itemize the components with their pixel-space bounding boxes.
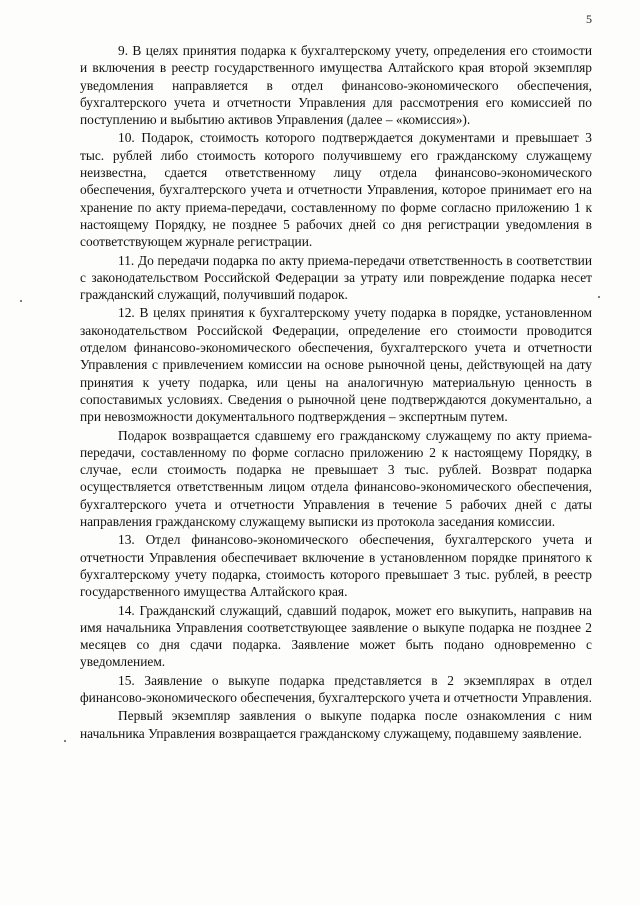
scan-speck <box>64 740 66 742</box>
paragraph-11: 11. До передачи подарка по акту приема-передачи ответственность в соответствии с законодательством Российской Федерации за утрату или повреждение подарка несет гражданский служащий, получивший подарок. <box>80 252 592 303</box>
paragraph-12: 12. В целях принятия к бухгалтерскому учету подарка в порядке, установленном законодательством Российской Федерации, определение его стоимости проводится отделом финансово-экономического обеспечения, бухгалтерского учета и отчетности Управления с привлечением комиссии на основе рыночной цены, действующей на дату принятия к учету подарка, или цены на аналогичную материальную ценность в сопоставимых условиях. Сведения о рыночной цене подтверждаются документально, а при невозможности документального подтверждения – экспертным путем. <box>80 305 592 425</box>
paragraph-10: 10. Подарок, стоимость которого подтверждается документами и превышает 3 тыс. рублей либо стоимость которого получившему его гражданскому служащему неизвестна, сдается ответственному лицу отдела финансово-экономического обеспечения, бухгалтерского учета и отчетности Управления, которое принимает его на хранение по акту приема-передачи, составленному по форме согласно приложению 1 к настоящему Порядку, не позднее 5 рабочих дней со дня регистрации уведомления в соответствующем журнале регистрации. <box>80 130 592 250</box>
document-body <box>80 42 592 742</box>
paragraph-9: 9. В целях принятия подарка к бухгалтерскому учету, определения его стоимости и включения в реестр государственного имущества Алтайского края второй экземпляр уведомления направляется в отдел финансово-экономического обеспечения, бухгалтерского учета и отчетности Управления для рассмотрения его комиссией по поступлению и выбытию активов Управления (далее – «комиссия»). <box>80 43 592 128</box>
paragraph-14: 14. Гражданский служащий, сдавший подарок, может его выкупить, направив на имя начальника Управления соответствующее заявление о выкупе подарка не позднее 2 месяцев со дня сдачи подарка. Заявление может быть подано одновременно с уведомлением. <box>80 602 592 670</box>
scan-speck <box>20 300 22 302</box>
paragraph-gift-return: Подарок возвращается сдавшему его гражданскому служащему по акту приема-передачи, составленному по форме согласно приложению 2 к настоящему Порядку, в случае, если стоимость подарка не превышает 3 тыс. рублей. Возврат подарка осуществляется ответственным лицом отдела финансово-экономического обеспечения, бухгалтерского учета и отчетности Управления в течение 5 рабочих дней с даты направления гражданскому служащему выписки из протокола заседания комиссии. <box>80 427 592 530</box>
paragraph-15: 15. Заявление о выкупе подарка представляется в 2 экземплярах в отдел финансово-экономического обеспечения, бухгалтерского учета и отчетности Управления. <box>80 672 592 705</box>
paragraph-13: 13. Отдел финансово-экономического обеспечения, бухгалтерского учета и отчетности Управления обеспечивает включение в установленном порядке принятого к бухгалтерскому учету подарка, стоимость которого превышает 3 тыс. рублей, в реестр государственного имущества Алтайского края. <box>80 532 592 600</box>
scan-speck <box>598 296 600 298</box>
paragraph-first-copy: Первый экземпляр заявления о выкупе подарка после ознакомления с ним начальника Управления возвращается гражданскому служащему, подавшему заявление. <box>80 708 592 741</box>
page-number: 5 <box>586 12 592 26</box>
